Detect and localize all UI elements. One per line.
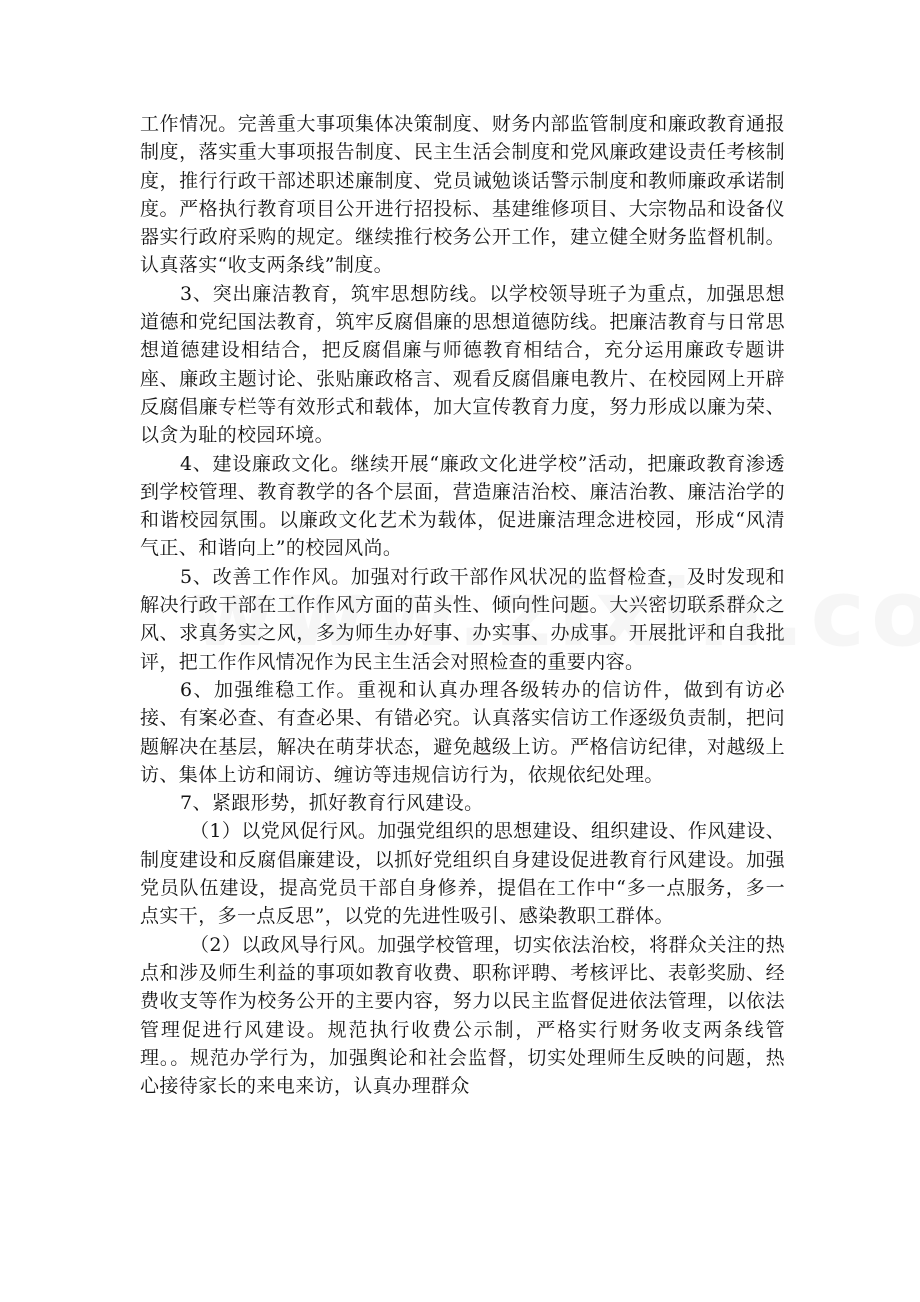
- paragraph-item-7-2: （2）以政风导行风。加强学校管理，切实依法治校，将群众关注的热点和涉及师生利益的事项如教育收费、职称评聘、考核评比、表彰奖励、经费收支等作为校务公开的主要内容，努力以民主监督促进依法管理，以依法管理促进行风建设。规范执行收费公示制，严格实行财务收支两条线管理。。规范办学行为，加强舆论和社会监督，切实处理师生反映的问题，热心接待家长的来电来访，认真办理群众: [140, 933, 785, 1098]
- paragraph-item-7-1: （1）以党风促行风。加强党组织的思想建设、组织建设、作风建设、制度建设和反腐倡廉建设，以抓好党组织自身建设促进教育行风建设。加强党员队伍建设，提高党员干部自身修养，提倡在工作中“多一点服务，多一点实干，多一点反思”，以党的先进性吸引、感染教职工群体。: [140, 820, 785, 928]
- paragraph-item-3: 3、突出廉洁教育，筑牢思想防线。以学校领导班子为重点，加强思想道德和党纪国法教育，筑牢反腐倡廉的思想道德防线。把廉洁教育与日常思想道德建设相结合，把反腐倡廉与师德教育相结合，充分运用廉政专题讲座、廉政主题讨论、张贴廉政格言、观看反腐倡廉电教片、在校园网上开辟反腐倡廉专栏等有效形式和载体，加大宣传教育力度，努力形成以廉为荣、以贪为耻的校园环境。: [140, 282, 785, 447]
- paragraph-item-4: 4、建设廉政文化。继续开展“廉政文化进学校”活动，把廉政教育渗透到学校管理、教育教学的各个层面，营造廉洁治校、廉洁治教、廉洁治学的和谐校园氛围。以廉政文化艺术为载体，促进廉洁理念进校园，形成“风清气正、和谐向上”的校园风尚。: [140, 452, 785, 560]
- paragraph-item-6: 6、加强维稳工作。重视和认真办理各级转办的信访件，做到有访必接、有案必查、有查必果、有错必究。认真落实信访工作逐级负责制，把问题解决在基层，解决在萌芽状态，避免越级上访。严格信访纪律，对越级上访、集体上访和闹访、缠访等违规信访行为，依规依纪处理。: [140, 678, 785, 786]
- document-body: [140, 110, 785, 1100]
- paragraph-item-5: 5、改善工作作风。加强对行政干部作风状况的监督检查，及时发现和解决行政干部在工作作风方面的苗头性、倾向性问题。大兴密切联系群众之风、求真务实之风，多为师生办好事、办实事、办成事。开展批评和自我批评，把工作作风情况作为民主生活会对照检查的重要内容。: [140, 565, 785, 673]
- paragraph-intro-continued: 工作情况。完善重大事项集体决策制度、财务内部监管制度和廉政教育通报制度，落实重大事项报告制度、民主生活会制度和党风廉政建设责任考核制度，推行行政干部述职述廉制度、党员诫勉谈话警示制度和教师廉政承诺制度。严格执行教育项目公开进行招投标、基建维修项目、大宗物品和设备仪器实行政府采购的规定。继续推行校务公开工作，建立健全财务监督机制。认真落实“收支两条线”制度。: [140, 113, 785, 277]
- paragraph-item-7: 7、紧跟形势，抓好教育行风建设。: [180, 792, 484, 815]
